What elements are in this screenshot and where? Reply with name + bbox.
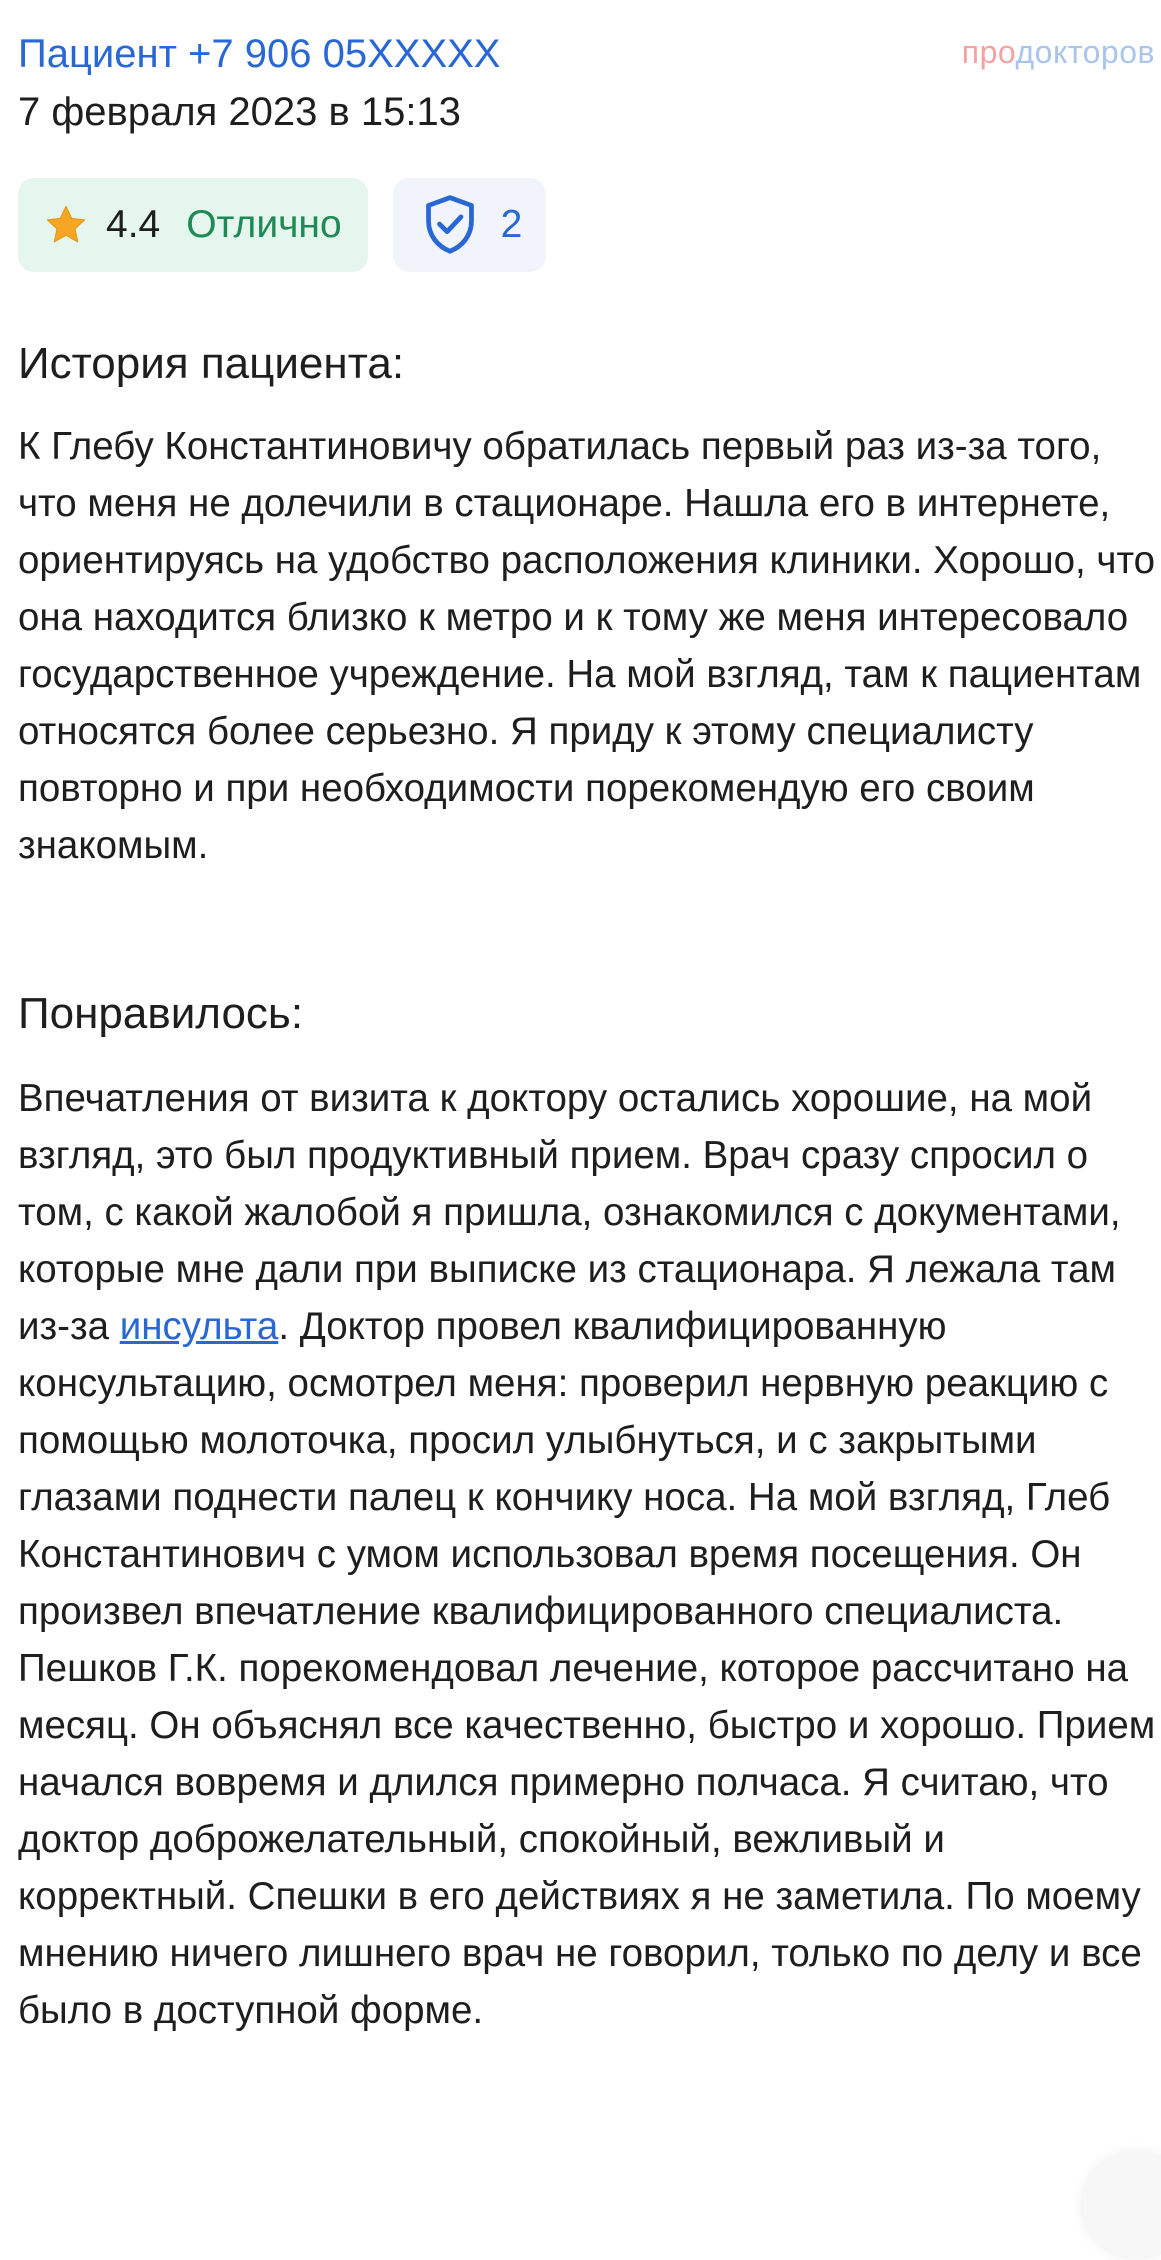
verified-count: 2 [500,203,523,246]
liked-text-part2: . Доктор провел квалифицированную консультацию, осмотрел меня: проверил нервную реакцию с помощью молоточка, просил улыбнуться, и с закрытыми глазами поднести палец к кончику носа. На мой взгляд, Глеб Константинович с умом использовал время посещения. Он произвел впечатление квалифицированного специалиста. Пешков Г.К. порекомендовал лечение, которое рассчитано на месяц. Он объяснял все качественно, быстро и хорошо. Прием начался вовремя и длился примерно полчаса. Я считаю, что доктор доброжелательный, спокойный, вежливый и корректный. Спешки в его действиях я не заметила. По моему мнению ничего лишнего врач не говорил, только по делу и все было в доступной форме. [18,1305,1156,2032]
shield-check-icon [421,194,479,256]
review-header [18,0,1155,170]
logo-part-doctors: докторов [1015,34,1155,70]
rating-value: 4.4 [106,203,161,246]
prodoctorov-logo[interactable] [962,32,1155,72]
review-badges [18,178,546,272]
stroke-link[interactable]: инсульта [119,1305,279,1348]
rating-badge[interactable] [18,178,368,272]
floating-button-edge[interactable] [1081,2150,1161,2260]
rating-label: Отлично [186,203,342,246]
liked-text-part1: Впечатления от визита к доктору остались хорошие, на мой взгляд, это был продуктивный прием. Врач сразу спросил о том, с какой жалобой я пришла, ознакомился с документами, которые мне дали при выписке из стационара. Я лежала там из-за [18,1077,1121,1348]
liked-title: Понравилось: [18,989,304,1038]
liked-text [18,1070,1158,2039]
review-date: 7 февраля 2023 в 15:13 [18,90,461,134]
star-icon [44,203,88,247]
logo-part-pro: про [961,34,1016,70]
patient-name: Пациент +7 906 05XXXXX [18,32,501,76]
verified-badge[interactable] [393,178,547,272]
review-card [18,0,1156,2032]
history-title: История пациента: [18,339,405,388]
history-text: К Глебу Константиновичу обратилась первый раз из-за того, что меня не долечили в стационаре. Нашла его в интернете, ориентируясь на удобство расположения клиники. Хорошо, что она находится близко к метро и к тому же меня интересовало государственное учреждение. На мой взгляд, там к пациентам относятся более серьезно. Я приду к этому специалисту повторно и при необходимости порекомендую его своим знакомым. [18,425,1156,867]
